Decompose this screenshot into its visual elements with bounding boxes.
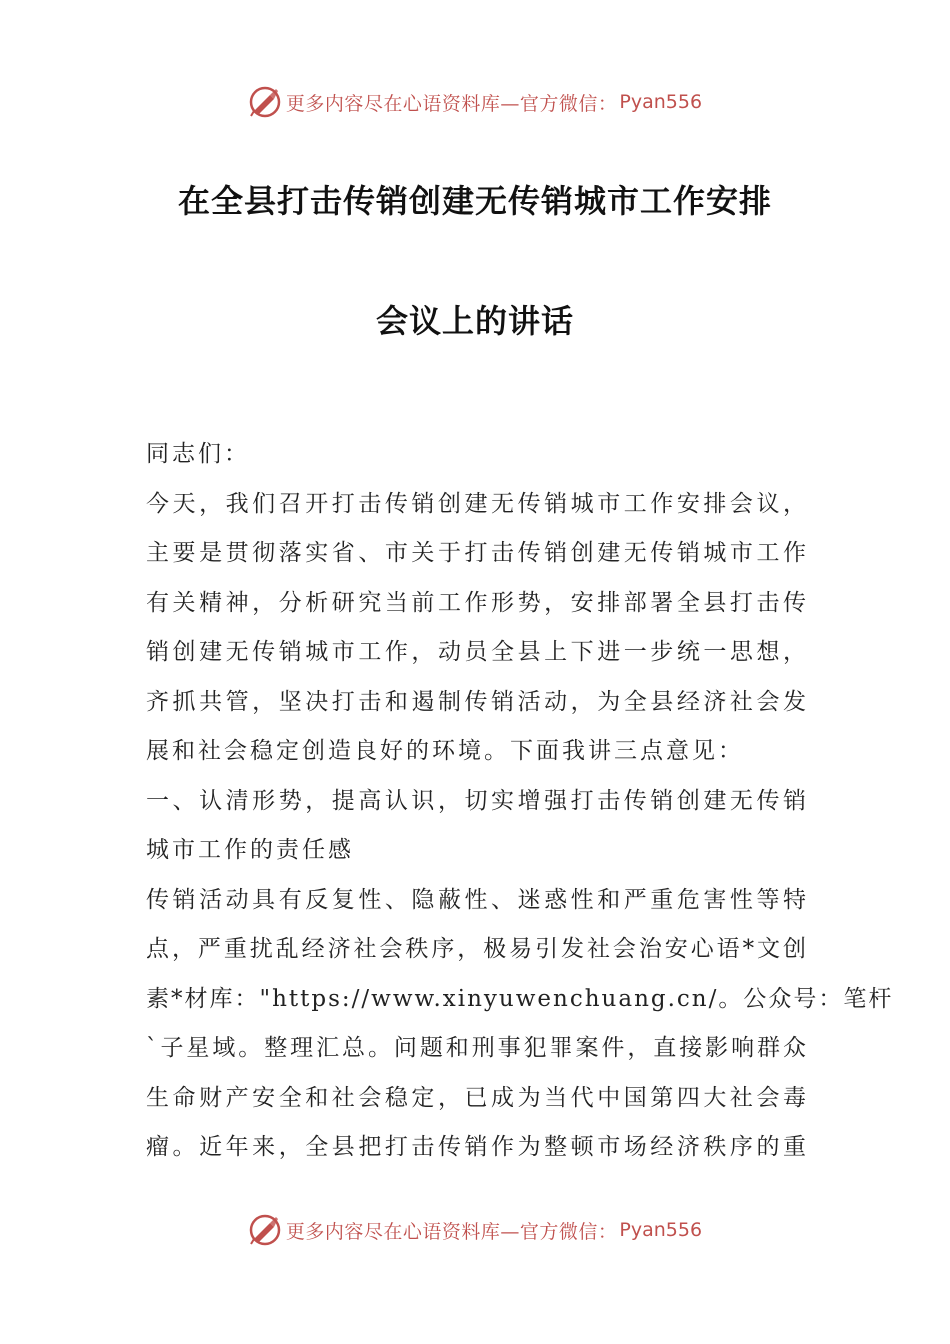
header-banner-handle: Pyan556 [619, 91, 703, 113]
pen-logo-icon [248, 85, 282, 119]
body-line: 齐抓共管，坚决打击和遏制传销活动，为全县经济社会发 [146, 688, 808, 715]
document-title-line-1: 在全县打击传销创建无传销城市工作安排 [177, 182, 772, 220]
body-line: `子星域。整理汇总。问题和刑事犯罪案件，直接影响群众 [146, 1035, 808, 1061]
body-line: 城市工作的责任感 [146, 837, 354, 863]
footer-banner-text: 更多内容尽在心语资料库—官方微信： [285, 1220, 618, 1243]
body-line: 主要是贯彻落实省、市关于打击传销创建无传销城市工作 [146, 540, 808, 566]
body-line: 今天，我们召开打击传销创建无传销城市工作安排会议， [146, 490, 808, 517]
document-body [146, 430, 894, 1173]
footer-banner-handle: Pyan556 [619, 1219, 703, 1241]
body-line: 同志们： [146, 441, 250, 467]
body-line: 传销活动具有反复性、隐蔽性、迷惑性和严重危害性等特 [146, 886, 808, 913]
body-line: 销创建无传销城市工作，动员全县上下进一步统一思想， [146, 639, 808, 665]
body-line: 生命财产安全和社会稳定，已成为当代中国第四大社会毒 [146, 1084, 808, 1111]
body-line: 一、认清形势，提高认识，切实增强打击传销创建无传销 [146, 787, 808, 814]
body-line: 瘤。近年来，全县把打击传销作为整顿市场经济秩序的重 [146, 1134, 808, 1160]
body-line: 点，严重扰乱经济社会秩序，极易引发社会治安心语*文创 [146, 936, 808, 962]
document-title-line-2: 会议上的讲话 [375, 302, 574, 340]
body-line: 展和社会稳定创造良好的环境。下面我讲三点意见： [146, 738, 744, 764]
body-line: 有关精神，分析研究当前工作形势，安排部署全县打击传 [146, 589, 808, 616]
body-line: 素*材库："https://www.xinyuwenchuang.cn/。公众号：笔杆 [146, 985, 894, 1012]
header-banner-text: 更多内容尽在心语资料库—官方微信： [285, 92, 618, 115]
pen-logo-icon [248, 1213, 282, 1247]
header-banner [0, 82, 950, 122]
footer-banner [0, 1210, 950, 1250]
